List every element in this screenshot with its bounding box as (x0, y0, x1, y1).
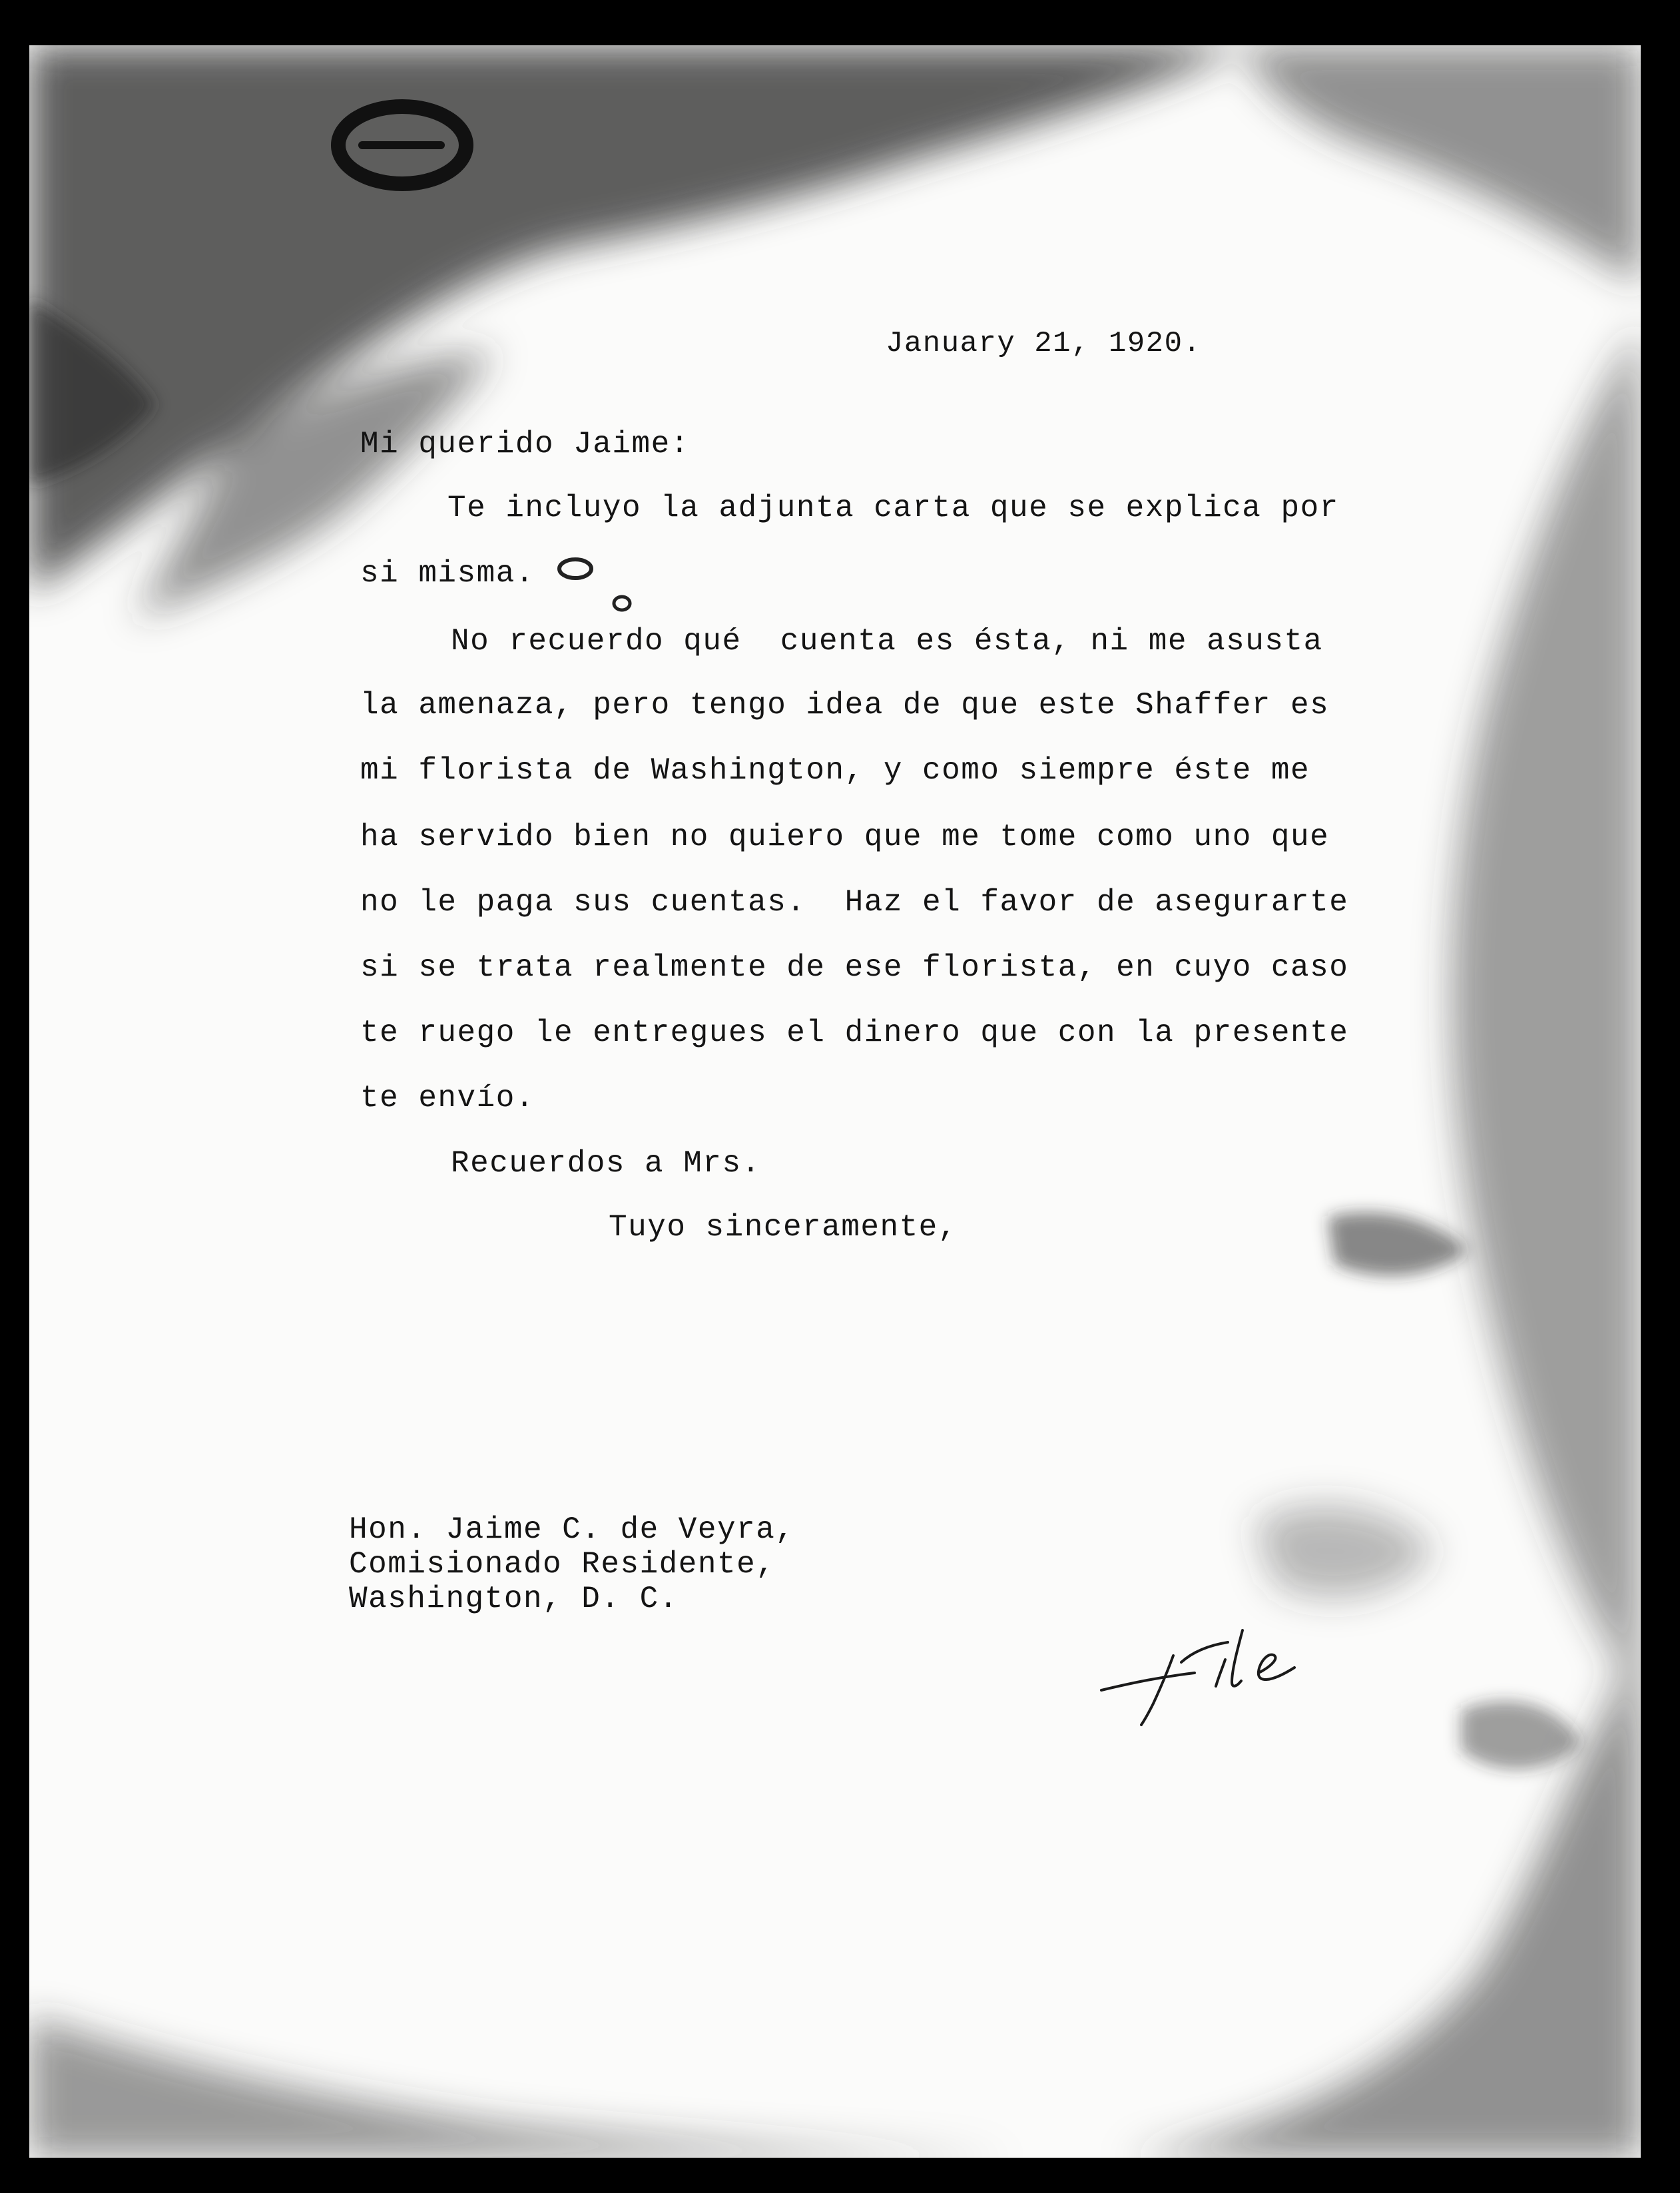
body-line: te envío. (360, 1081, 535, 1115)
body-line: mi florista de Washington, y como siempre éste me (360, 753, 1310, 788)
closing-line: Tuyo sinceramente, (609, 1210, 958, 1245)
body-line: No recuerdo qué cuenta es ésta, ni me asusta (451, 624, 1323, 659)
letter-date: January 21, 1920. (886, 327, 1202, 360)
regards-line: Recuerdos a Mrs. (451, 1146, 761, 1181)
salutation: Mi querido Jaime: (360, 427, 690, 462)
addressee-line: Washington, D. C. (349, 1582, 679, 1616)
body-line: si misma. (360, 556, 535, 591)
addressee-line: Comisionado Residente, (349, 1547, 776, 1582)
letter-sheet (29, 45, 1641, 2158)
body-line: Te incluyo la adjunta carta que se explica por (447, 491, 1339, 525)
paper-stains (29, 45, 1641, 2158)
addressee-line: Hon. Jaime C. de Veyra, (349, 1512, 795, 1547)
handwritten-file-note (1095, 1604, 1321, 1730)
body-line: te ruego le entregues el dinero que con la presente (360, 1016, 1349, 1050)
body-line: ha servido bien no quiero que me tome como uno que (360, 820, 1330, 854)
body-line: si se trata realmente de ese florista, en cuyo caso (360, 950, 1349, 985)
body-line: no le paga sus cuentas. Haz el favor de asegurarte (360, 885, 1349, 920)
body-line: la amenaza, pero tengo idea de que este Shaffer es (360, 688, 1330, 723)
